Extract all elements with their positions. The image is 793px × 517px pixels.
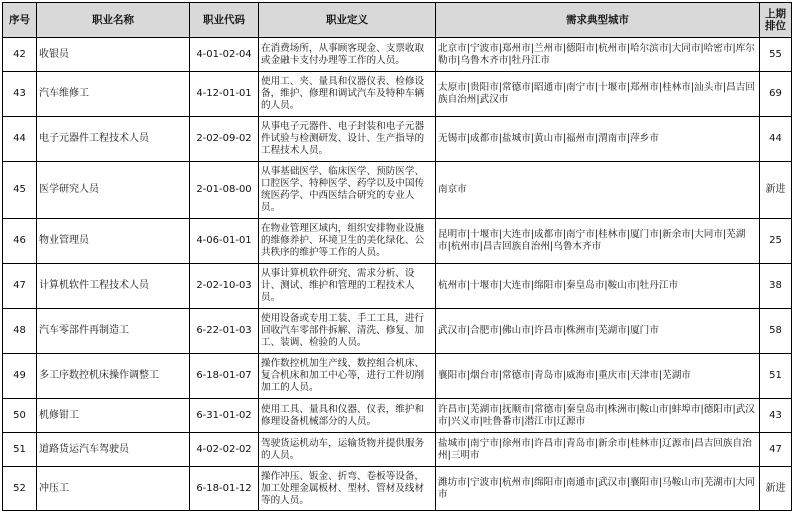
cell-previous-rank: 58 [760, 309, 792, 354]
cell-typical-cities: 盐城市|南宁市|徐州市|许昌市|青岛市|新余市|桂林市|辽源市|昌吉回族自治州|三明市 [436, 433, 760, 467]
cell-seq: 48 [3, 309, 37, 354]
table-row [3, 219, 792, 264]
occupation-demand-table [2, 2, 792, 511]
header-seq: 序号 [3, 3, 37, 38]
cell-occupation-definition: 在物业管理区域内，组织安排物业设施的维修养护、环境卫生的美化绿化、公共秩序的维护等工作的人员。 [259, 219, 436, 264]
cell-occupation-definition: 从事计算机软件研究、需求分析、设计、测试、维护和管理的工程技术人员。 [259, 264, 436, 309]
cell-occupation-name: 电子元器件工程技术人员 [37, 117, 190, 162]
cell-occupation-code: 4-06-01-01 [190, 219, 259, 264]
cell-occupation-code: 6-18-01-07 [190, 354, 259, 399]
table-row [3, 264, 792, 309]
cell-seq: 44 [3, 117, 37, 162]
cell-seq: 51 [3, 433, 37, 467]
cell-seq: 42 [3, 38, 37, 72]
table-row [3, 467, 792, 511]
table-row [3, 433, 792, 467]
header-occupation-name: 职业名称 [37, 3, 190, 38]
cell-typical-cities: 武汉市|合肥市|佛山市|许昌市|株洲市|芜湖市|厦门市 [436, 309, 760, 354]
cell-occupation-code: 2-01-08-00 [190, 162, 259, 219]
header-occupation-code: 职业代码 [190, 3, 259, 38]
cell-occupation-definition: 使用工具、量具和仪器、仪表，维护和修理设备机械部分的人员。 [259, 399, 436, 433]
cell-occupation-name: 道路货运汽车驾驶员 [37, 433, 190, 467]
cell-occupation-code: 6-22-01-03 [190, 309, 259, 354]
cell-occupation-name: 汽车维修工 [37, 72, 190, 117]
cell-occupation-name: 医学研究人员 [37, 162, 190, 219]
cell-occupation-definition: 在消费场所，从事顾客现金、支票收取或金融卡支付办理等工作的人员。 [259, 38, 436, 72]
cell-seq: 47 [3, 264, 37, 309]
cell-occupation-code: 2-02-10-03 [190, 264, 259, 309]
cell-typical-cities: 杭州市|十堰市|大连市|绵阳市|秦皇岛市|鞍山市|牡丹江市 [436, 264, 760, 309]
table-row [3, 38, 792, 72]
table-row [3, 354, 792, 399]
cell-occupation-definition: 从事电子元器件、电子封装和电子元器件试验与检测研发、设计、生产指导的工程技术人员。 [259, 117, 436, 162]
header-previous-rank-line1: 上期 [765, 8, 786, 20]
table-row [3, 162, 792, 219]
cell-seq: 46 [3, 219, 37, 264]
header-typical-cities: 需求典型城市 [436, 3, 760, 38]
table-row [3, 309, 792, 354]
cell-previous-rank: 69 [760, 72, 792, 117]
cell-occupation-code: 4-02-02-02 [190, 433, 259, 467]
cell-typical-cities: 无锡市|成都市|盐城市|黄山市|福州市|渭南市|萍乡市 [436, 117, 760, 162]
table-header-row [3, 3, 792, 38]
cell-occupation-name: 收银员 [37, 38, 190, 72]
cell-seq: 45 [3, 162, 37, 219]
cell-occupation-name: 冲压工 [37, 467, 190, 511]
cell-previous-rank: 新进 [760, 467, 792, 511]
cell-previous-rank: 38 [760, 264, 792, 309]
cell-previous-rank: 47 [760, 433, 792, 467]
cell-seq: 49 [3, 354, 37, 399]
cell-occupation-code: 2-02-09-02 [190, 117, 259, 162]
cell-typical-cities: 北京市|宁波市|郑州市|兰州市|德阳市|杭州市|哈尔滨市|大同市|哈密市|库尔勒市|乌鲁木齐市|牡丹江市 [436, 38, 760, 72]
header-occupation-definition: 职业定义 [259, 3, 436, 38]
cell-seq: 50 [3, 399, 37, 433]
cell-previous-rank: 25 [760, 219, 792, 264]
header-previous-rank [760, 3, 792, 38]
table-row [3, 117, 792, 162]
table-row [3, 72, 792, 117]
cell-occupation-code: 4-12-01-01 [190, 72, 259, 117]
cell-occupation-definition: 驾驶货运机动车，运输货物并提供服务的人员。 [259, 433, 436, 467]
cell-occupation-name: 计算机软件工程技术人员 [37, 264, 190, 309]
cell-occupation-name: 汽车零部件再制造工 [37, 309, 190, 354]
cell-occupation-definition: 从事基础医学、临床医学、预防医学、口腔医学、特种医学、药学以及中国传统医药学、中西医结合研究的专业人员。 [259, 162, 436, 219]
cell-occupation-definition: 操作数控机加生产线、数控组合机床、复合机床和加工中心等，进行工件切削加工的人员。 [259, 354, 436, 399]
cell-previous-rank: 55 [760, 38, 792, 72]
table-row [3, 399, 792, 433]
cell-occupation-definition: 使用工、夹、量具和仪器仪表、检修设备，维护、修理和调试汽车及特种车辆的人员。 [259, 72, 436, 117]
cell-previous-rank: 44 [760, 117, 792, 162]
cell-typical-cities: 许昌市|芜湖市|抚顺市|常德市|秦皇岛市|株洲市|鞍山市|蚌埠市|德阳市|武汉市|兴义市|吐鲁番市|潜江市|辽源市 [436, 399, 760, 433]
cell-seq: 43 [3, 72, 37, 117]
cell-typical-cities: 南京市 [436, 162, 760, 219]
cell-occupation-code: 4-01-02-04 [190, 38, 259, 72]
cell-occupation-name: 多工序数控机床操作调整工 [37, 354, 190, 399]
cell-occupation-definition: 使用设备或专用工装、手工工具，进行回收汽车零部件拆解、清洗、修复、加工、装调、检验的人员。 [259, 309, 436, 354]
cell-typical-cities: 襄阳市|烟台市|常德市|青岛市|威海市|重庆市|天津市|芜湖市 [436, 354, 760, 399]
cell-occupation-name: 物业管理员 [37, 219, 190, 264]
cell-occupation-code: 6-18-01-12 [190, 467, 259, 511]
cell-typical-cities: 太原市|贵阳市|常德市|昭通市|南宁市|十堰市|郑州市|桂林市|汕头市|昌吉回族自治州|武汉市 [436, 72, 760, 117]
cell-previous-rank: 43 [760, 399, 792, 433]
cell-occupation-code: 6-31-01-02 [190, 399, 259, 433]
header-previous-rank-line2: 排位 [765, 20, 786, 32]
cell-typical-cities: 潍坊市|宁波市|杭州市|绵阳市|南通市|武汉市|襄阳市|马鞍山市|芜湖市|大同市 [436, 467, 760, 511]
cell-previous-rank: 51 [760, 354, 792, 399]
cell-occupation-name: 机修钳工 [37, 399, 190, 433]
cell-previous-rank: 新进 [760, 162, 792, 219]
cell-seq: 52 [3, 467, 37, 511]
cell-typical-cities: 昆明市|十堰市|大连市|成都市|南宁市|桂林市|厦门市|新余市|大同市|芜湖市|杭州市|昌吉回族自治州|乌鲁木齐市 [436, 219, 760, 264]
occupation-table-container [2, 2, 792, 511]
cell-occupation-definition: 操作冲压、钣金、折弯、卷板等设备，加工处理金属板材、型材、管材及线材等的人员。 [259, 467, 436, 511]
